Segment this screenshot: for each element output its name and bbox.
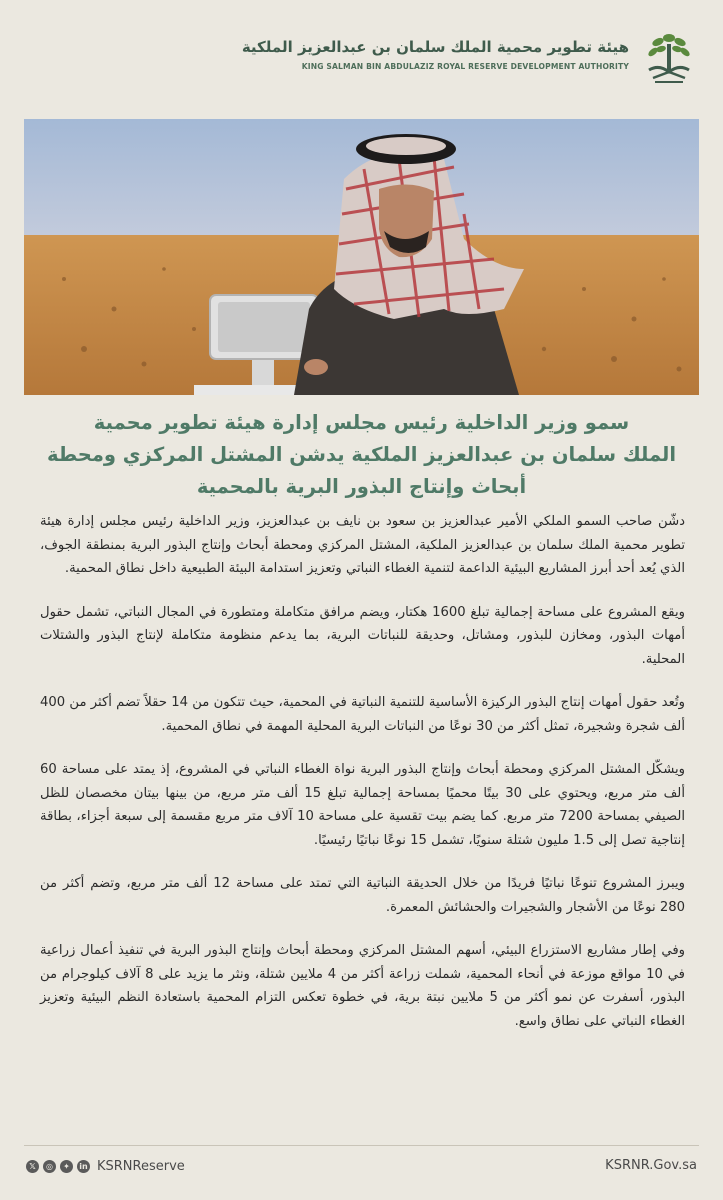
header <box>17 28 697 88</box>
paragraph: ويقع المشروع على مساحة إجمالية تبلغ 1600 هكتار، ويضم مرافق متكاملة ومتطورة في المجال النباتي، تشمل حقول أمهات البذور، ومخازن للبذور، ومشاتل، وحديقة للنباتات البرية، بما يدعم منظومة متكاملة لإنتاج البذور والشتلات المحلية. <box>40 604 685 667</box>
paragraph: وفي إطار مشاريع الاستزراع البيئي، أسهم المشتل المركزي ومحطة أبحاث وإنتاج البذور البرية في تنفيذ أعمال زراعية في 10 مواقع موزعة في أنحاء المحمية، شملت زراعة أكثر من 4 ملايين شتلة، ونثر ما يزيد على 8 آلاف كيلوجرام من البذور، أسفرت عن نمو أكثر من 5 ملايين نبتة برية، في خطوة تعكس التزام المحمية باستعادة النظم البيئية وتعزيز الغطاء النباتي على نطاق واسع. <box>40 943 685 1029</box>
linkedin-icon[interactable]: in <box>77 1160 90 1173</box>
headline-line: سمو وزير الداخلية رئيس مجلس إدارة هيئة تطوير محمية <box>93 411 630 434</box>
footer-divider <box>24 1145 699 1146</box>
social-links <box>26 1159 185 1174</box>
instagram-icon[interactable]: ◎ <box>43 1160 56 1173</box>
org-name-arabic: هيئة تطوير محمية الملك سلمان بن عبدالعزيز الملكية <box>241 38 629 56</box>
article-body <box>40 510 685 1053</box>
headline <box>24 407 699 503</box>
paragraph: دشّن صاحب السمو الملكي الأمير عبدالعزيز بن سعود بن نايف بن عبدالعزيز، وزير الداخلية رئيس مجلس إدارة هيئة تطوير محمية الملك سلمان بن عبدالعزيز الملكية، المشتل المركزي ومحطة أبحاث وإنتاج البذور البرية بمنطقة الجوف، الذي يُعد أحد أبرز المشاريع البيئية الداعمة لتنمية الغطاء النباتي وتعزيز استدامة البيئة الطبيعية داخل نطاق المحمية. <box>40 514 685 576</box>
headline-line: أبحاث وإنتاج البذور البرية بالمحمية <box>196 475 527 498</box>
palm-tree-logo-icon <box>641 28 697 88</box>
social-handle[interactable]: KSRNReserve <box>97 1159 185 1174</box>
paragraph: ويشكّل المشتل المركزي ومحطة أبحاث وإنتاج البذور البرية نواة الغطاء النباتي في المشروع، إذ يمتد على مساحة 60 ألف متر مربع، ويحتوي على 30 بيتًا محميًا بمساحة إجمالية تبلغ 15 ألف متر مربع، من بينها بيتان مخصصان للظل الصيفي بمساحة 7200 متر مربع. كما يضم بيت تقسية على مساحة 10 آلاف متر مربع مقسمة إلى سبعة أجزاء، بطاقة إنتاجية تصل إلى 1.5 مليون شتلة سنويًا، تشمل 15 نوعًا نباتيًا رئيسيًا. <box>40 762 685 848</box>
headline-line: الملك سلمان بن عبدالعزيز الملكية يدشن المشتل المركزي ومحطة <box>46 443 677 466</box>
org-name-english: KING SALMAN BIN ABDULAZIZ ROYAL RESERVE DEVELOPMENT AUTHORITY <box>301 62 629 71</box>
paragraph: ويبرز المشروع تنوعًا نباتيًا فريدًا من خلال الحديقة النباتية التي تمتد على مساحة 12 ألف متر مربع، وتضم أكثر من 280 نوعًا من الأشجار والشجيرات والحشائش المعمرة. <box>40 876 685 915</box>
paragraph: وتُعد حقول أمهات إنتاج البذور الركيزة الأساسية للتنمية النباتية في المحمية، حيث تتكون من 14 حقلاً تضم أكثر من 400 ألف شجرة وشجيرة، تمثل أكثر من 30 نوعًا من النباتات البرية المحلية المهمة في نطاق المحمية. <box>40 695 686 734</box>
hero-photo <box>24 119 699 395</box>
snapchat-icon[interactable]: ✦ <box>60 1160 73 1173</box>
x-icon[interactable]: 𝕏 <box>26 1160 39 1173</box>
website-link[interactable]: KSRNR.Gov.sa <box>605 1158 697 1173</box>
